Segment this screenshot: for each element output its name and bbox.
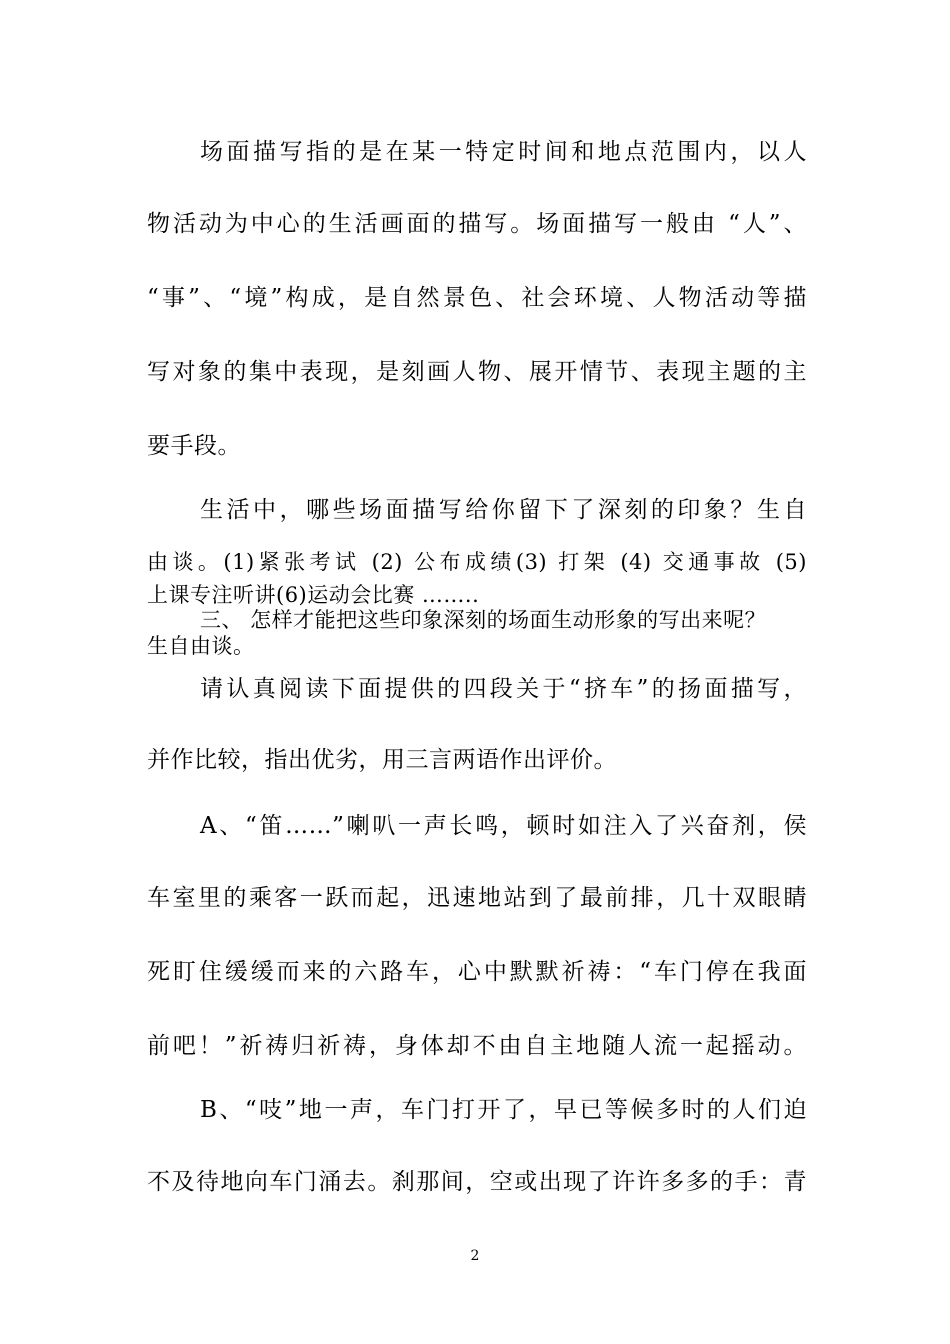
section-heading: 三、 怎样才能把这些印象深刻的场面生动形象的写出来呢？ bbox=[200, 608, 767, 632]
paragraph-line: 请认真阅读下面提供的四段关于“挤车”的扬面描写， bbox=[200, 676, 807, 702]
paragraph-line: 生活中，哪些场面描写给你留下了深刻的印象？生自 bbox=[200, 497, 807, 523]
paragraph-line: “事”、“境”构成，是自然景色、社会环境、人物活动等描 bbox=[147, 285, 807, 311]
paragraph-line: 车室里的乘客一跃而起，迅速地站到了最前排，几十双眼睛 bbox=[147, 885, 807, 911]
paragraph-line: 写对象的集中表现，是刻画人物、展开情节、表现主题的主 bbox=[147, 359, 807, 385]
paragraph-line: B、“吱”地一声，车门打开了，早已等候多时的人们迫 bbox=[200, 1097, 807, 1123]
page-number: 2 bbox=[470, 1248, 480, 1264]
paragraph-line: 不及待地向车门涌去。刹那间，空或出现了许许多多的手：青 bbox=[147, 1169, 807, 1195]
paragraph-line: 由谈。(1)紧张考试 (2) 公布成绩(3) 打架 (4) 交通事故 (5) bbox=[147, 550, 807, 574]
paragraph-line: 上课专注听讲(6)运动会比赛 …….. bbox=[147, 583, 480, 607]
paragraph-line: 场面描写指的是在某一特定时间和地点范围内，以人 bbox=[200, 139, 807, 165]
paragraph-line: A、“笛……”喇叭一声长鸣，顿时如注入了兴奋剂，侯 bbox=[200, 813, 807, 839]
paragraph-line: 物活动为中心的生活画面的描写。场面描写一般由 “人”、 bbox=[147, 211, 807, 237]
paragraph-line: 前吧！”祈祷归祈祷，身体却不由自主地随人流一起摇动。 bbox=[147, 1033, 807, 1059]
paragraph-line: 生自由谈。 bbox=[147, 634, 255, 658]
paragraph-line: 并作比较，指出优劣，用三言两语作出评价。 bbox=[147, 747, 617, 773]
paragraph-line: 要手段。 bbox=[147, 433, 241, 459]
paragraph-line: 死盯住缓缓而来的六路车，心中默默祈祷：“车门停在我面 bbox=[147, 959, 807, 985]
